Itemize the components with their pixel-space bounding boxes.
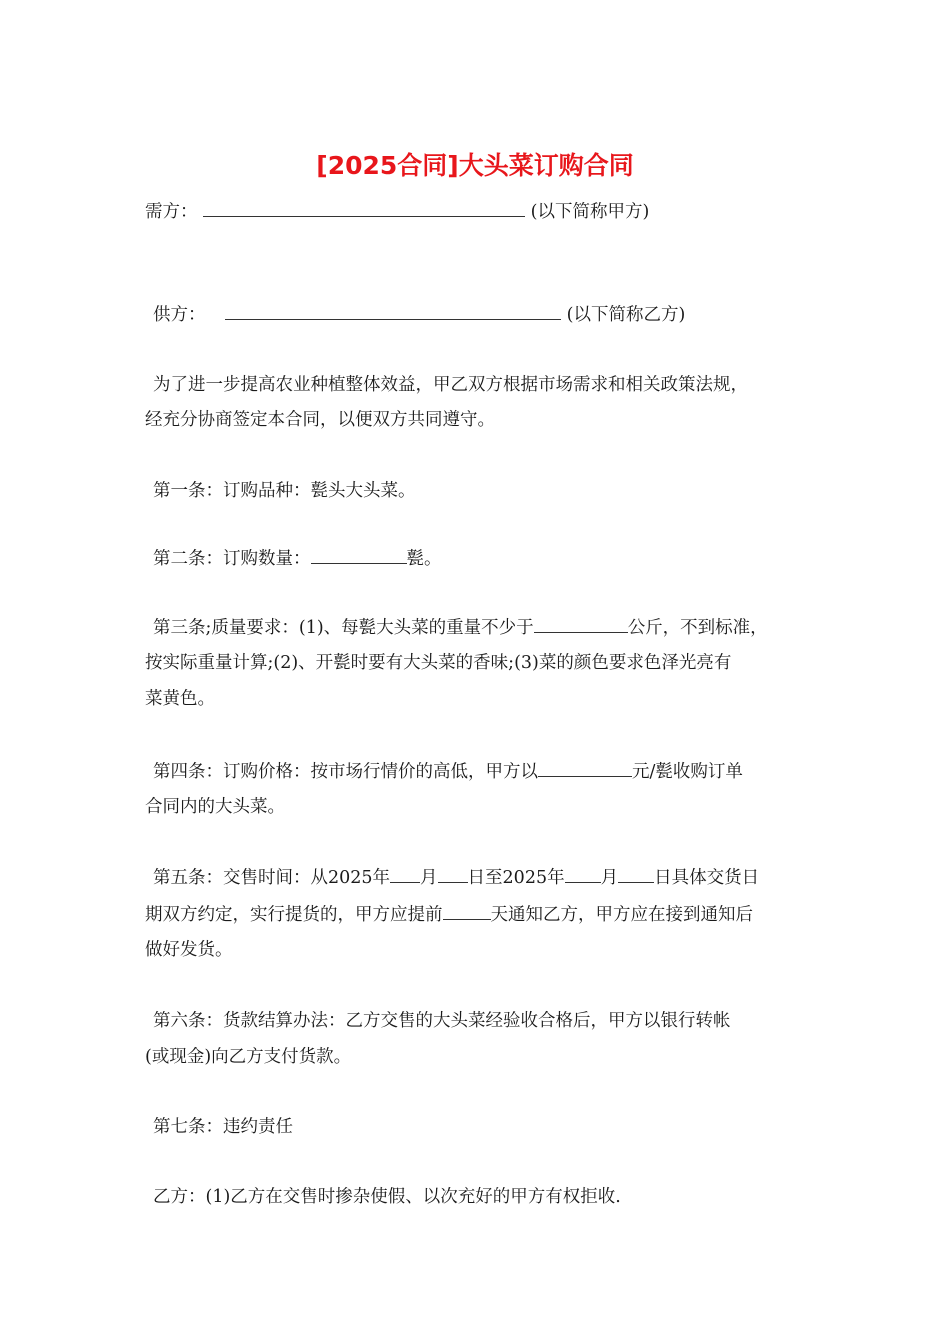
article-5-line-2 xyxy=(145,902,825,927)
seller-name-blank xyxy=(225,302,561,320)
seller-suffix: (以下简称乙方) xyxy=(566,305,686,325)
notice-days-blank xyxy=(443,902,491,920)
start-day-blank xyxy=(438,865,468,883)
party-b-clause: 乙方：(1)乙方在交售时掺杂使假、以次充好的甲方有权拒收. xyxy=(153,1187,621,1207)
buyer-name-blank xyxy=(203,199,525,217)
intro-line-2: 经充分协商签定本合同，以便双方共同遵守。 xyxy=(145,410,495,430)
seller-label: 供方： xyxy=(153,305,206,325)
article-7: 第七条：违约责任 xyxy=(153,1117,293,1137)
article-5-line-2-text-2: 天通知乙方，甲方应在接到通知后 xyxy=(490,905,753,925)
end-month-blank xyxy=(565,865,601,883)
article-4-line-2: 合同内的大头菜。 xyxy=(145,797,285,817)
intro-line-1: 为了进一步提高农业种植整体效益，甲乙双方根据市场需求和相关政策法规， xyxy=(153,375,748,395)
buyer-label: 需方： xyxy=(145,202,198,222)
article-5-line-3: 做好发货。 xyxy=(145,940,233,960)
article-2-text: 第二条：订购数量： xyxy=(153,549,311,569)
article-4-text-2: 元/甏收购订单 xyxy=(632,762,743,782)
end-day-blank xyxy=(618,865,654,883)
article-5-month-2: 月 xyxy=(600,868,619,888)
article-3-line-3: 菜黄色。 xyxy=(145,689,215,709)
article-5-line-2-text: 期双方约定，实行提货的，甲方应提前 xyxy=(145,905,443,925)
article-6-line-1: 第六条：货款结算办法：乙方交售的大头菜经验收合格后，甲方以银行转帐 xyxy=(153,1011,731,1031)
article-1: 第一条：订购品种：甏头大头菜。 xyxy=(153,481,416,501)
start-month-blank xyxy=(390,865,420,883)
article-6-line-2: (或现金)向乙方支付货款。 xyxy=(145,1047,352,1067)
article-5-text: 第五条：交售时间：从2025年 xyxy=(153,868,391,888)
buyer-line xyxy=(145,199,825,224)
weight-blank xyxy=(534,615,628,633)
quantity-blank xyxy=(311,546,407,564)
seller-line xyxy=(153,302,833,327)
article-3-line-1 xyxy=(153,615,833,640)
article-2-unit: 甏。 xyxy=(406,549,442,569)
document-title: [2025合同]大头菜订购合同 xyxy=(316,151,634,180)
article-5-line-1 xyxy=(153,865,833,890)
article-5-month-1: 月 xyxy=(420,868,438,888)
article-4-text: 第四条：订购价格：按市场行情价的高低，甲方以 xyxy=(153,762,538,782)
article-3-line-2: 按实际重量计算;(2)、开甏时要有大头菜的香味;(3)菜的颜色要求色泽光亮有 xyxy=(145,653,732,673)
article-3-text: 第三条;质量要求：(1)、每甏大头菜的重量不少于 xyxy=(153,618,534,638)
article-5-text-2: 日至2025年 xyxy=(467,868,565,888)
price-blank xyxy=(538,759,632,777)
article-4-line-1 xyxy=(153,759,833,784)
article-3-text-2: 公斤，不到标准， xyxy=(627,618,768,638)
buyer-suffix: (以下简称甲方) xyxy=(530,202,650,222)
article-5-text-3: 日具体交货日 xyxy=(654,868,760,888)
article-2 xyxy=(153,546,833,571)
